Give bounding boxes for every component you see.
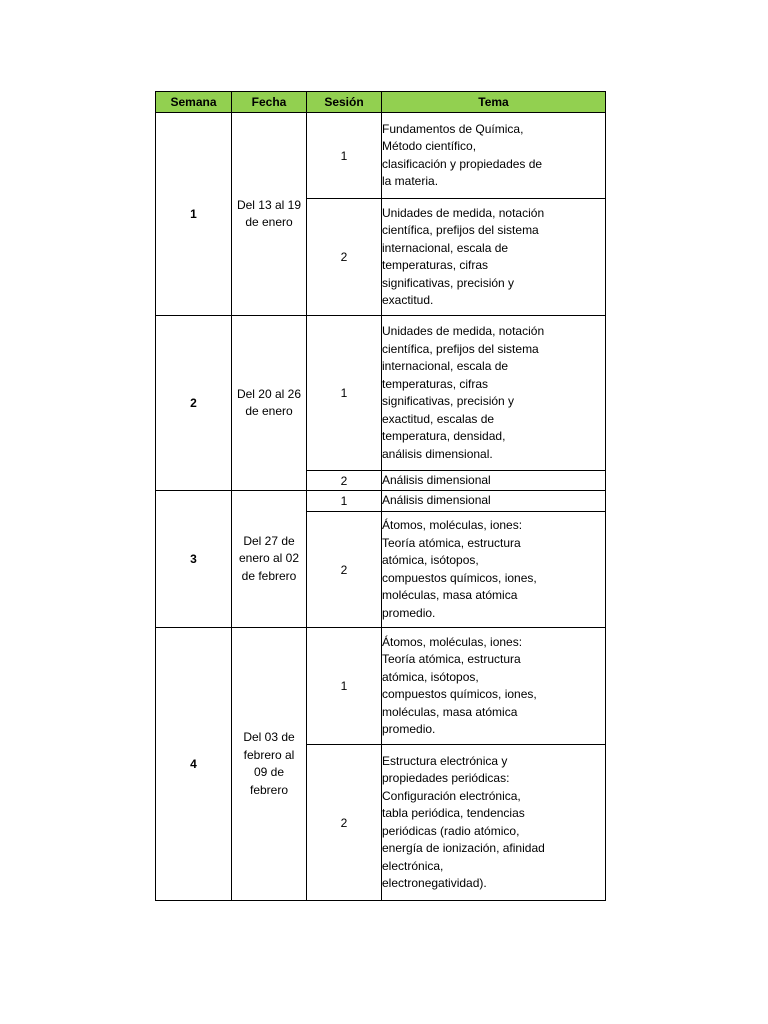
- topic-cell: [382, 512, 606, 628]
- session-number-cell: 1: [307, 491, 382, 512]
- week-number-cell: 4: [156, 628, 232, 901]
- date-range-text: Del 13 al 19 de enero: [236, 197, 302, 229]
- header-topic: Tema: [382, 92, 606, 113]
- table-row: [156, 491, 606, 512]
- week-number-cell: 3: [156, 491, 232, 628]
- date-range-cell: [232, 316, 307, 491]
- topic-text: Análisis dimensional: [382, 472, 491, 487]
- table-row: [156, 113, 606, 199]
- topic-cell: [382, 471, 606, 491]
- week-number-cell: 2: [156, 316, 232, 491]
- topic-cell: [382, 491, 606, 512]
- topic-text: Átomos, moléculas, iones: Teoría atómica, estructura atómica, isótopos, compuestos químicos, iones, moléculas, masa atómica promedio.: [382, 634, 537, 736]
- session-number-cell: 2: [307, 471, 382, 491]
- topic-cell: [382, 199, 606, 316]
- topic-text: Fundamentos de Química, Método científico, clasificación y propiedades de la materia.: [382, 121, 543, 188]
- topic-text: Análisis dimensional: [382, 493, 491, 508]
- date-range-cell: [232, 491, 307, 628]
- topic-text: Estructura electrónica y propiedades periódicas: Configuración electrónica, tabla periódica, tendencias periódicas (radio atómico, energía de ionización, afinidad electrónica, electronegatividad).: [382, 753, 545, 890]
- table-row: [156, 316, 606, 471]
- topic-cell: [382, 745, 606, 901]
- session-number-cell: 2: [307, 199, 382, 316]
- table-header: [156, 92, 606, 113]
- session-number-cell: 1: [307, 316, 382, 471]
- schedule-table: [155, 91, 606, 901]
- session-number-cell: 2: [307, 512, 382, 628]
- topic-cell: [382, 628, 606, 745]
- date-range-text: Del 03 de febrero al 09 de febrero: [243, 730, 295, 797]
- date-range-text: Del 27 de enero al 02 de febrero: [238, 533, 300, 583]
- topic-text: Átomos, moléculas, iones: Teoría atómica, estructura atómica, isótopos, compuestos químicos, iones, moléculas, masa atómica promedio.: [382, 518, 537, 620]
- date-range-text: Del 20 al 26 de enero: [236, 386, 302, 418]
- topic-cell: [382, 316, 606, 471]
- table-body: [156, 113, 606, 901]
- session-number-cell: 2: [307, 745, 382, 901]
- table-row: [156, 628, 606, 745]
- session-number-cell: 1: [307, 113, 382, 199]
- week-number-cell: 1: [156, 113, 232, 316]
- date-range-cell: [232, 628, 307, 901]
- header-row: [156, 92, 606, 113]
- session-number-cell: 1: [307, 628, 382, 745]
- date-range-cell: [232, 113, 307, 316]
- header-date: Fecha: [232, 92, 307, 113]
- topic-text: Unidades de medida, notación científica, prefijos del sistema internacional, escala de temperaturas, cifras significativas, precisión y exactitud.: [382, 205, 545, 307]
- header-session: Sesión: [307, 92, 382, 113]
- header-week: Semana: [156, 92, 232, 113]
- topic-cell: [382, 113, 606, 199]
- topic-text: Unidades de medida, notación científica, prefijos del sistema internacional, escala de temperaturas, cifras significativas, precisión y exactitud, escalas de temperatura, densidad, análisis dimensional.: [382, 324, 545, 461]
